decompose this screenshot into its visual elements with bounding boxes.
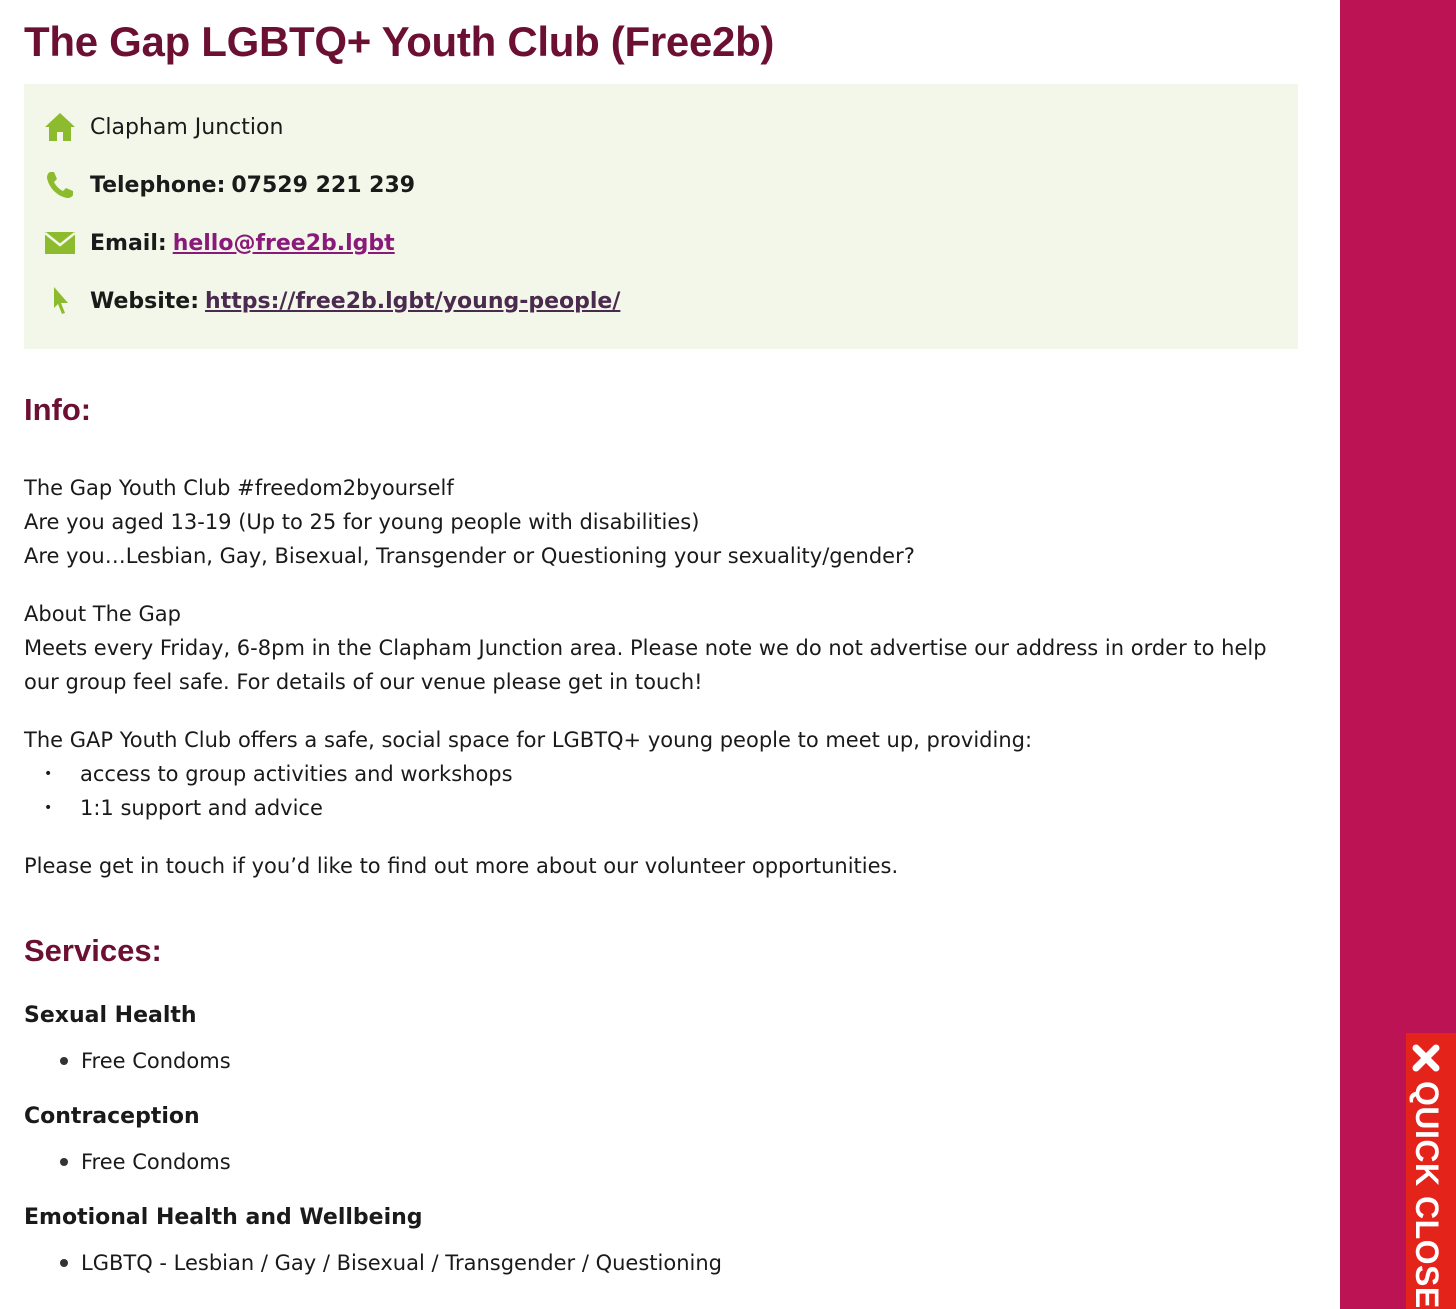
website-link[interactable]: https://free2b.lgbt/young-people/: [205, 288, 621, 314]
bullet: •: [44, 766, 53, 782]
offers-section: [24, 723, 1298, 825]
email-link[interactable]: hello@free2b.lgbt: [172, 230, 395, 256]
location-text: Clapham Junction: [90, 114, 284, 140]
bullet: [60, 1158, 68, 1166]
list-item-text: Free Condoms: [81, 1150, 231, 1174]
list-item: [60, 1044, 1298, 1078]
list-item: [44, 791, 1298, 825]
close-icon: [1412, 1043, 1442, 1073]
list-item: [60, 1246, 1298, 1280]
cursor-icon: [44, 285, 76, 317]
service-group-title: Contraception: [24, 1104, 200, 1129]
info-line: The Gap Youth Club #freedom2byourself: [24, 476, 454, 500]
location-row: [44, 98, 1278, 156]
about-heading: About The Gap: [24, 602, 181, 626]
list-item-text: 1:1 support and advice: [80, 796, 323, 820]
service-group-title: Emotional Health and Wellbeing: [24, 1205, 423, 1230]
offers-list: [24, 757, 1298, 825]
bullet: [60, 1057, 68, 1065]
home-icon: [44, 111, 76, 143]
list-item-text: Free Condoms: [81, 1049, 231, 1073]
list-item-text: access to group activities and workshops: [80, 762, 513, 786]
contact-box: [24, 84, 1298, 349]
volunteer-text: Please get in touch if you’d like to find out more about our volunteer opportunities.: [24, 854, 899, 878]
list-item: [60, 1145, 1298, 1179]
about-section: [24, 597, 1298, 699]
info-heading: Info:: [24, 392, 92, 427]
telephone-number[interactable]: 07529 221 239: [231, 172, 416, 198]
service-list: [24, 1044, 1298, 1078]
quick-close-button[interactable]: [1406, 1033, 1456, 1309]
info-line: Are you…Lesbian, Gay, Bisexual, Transgender or Questioning your sexuality/gender?: [24, 544, 915, 568]
email-row: [44, 214, 1278, 272]
email-label: Email:: [90, 230, 167, 256]
main-content: [24, 0, 1298, 1280]
telephone-row: [44, 156, 1278, 214]
info-intro: [24, 471, 1298, 573]
envelope-icon: [44, 227, 76, 259]
quick-close-label: QUICK CLOSE: [1409, 1081, 1445, 1309]
service-list: [24, 1246, 1298, 1280]
about-text: Meets every Friday, 6-8pm in the Clapham Junction area. Please note we do not advertise our address in order to help our group feel safe. For details of our venue please get in touch!: [24, 636, 1267, 694]
bullet: •: [44, 800, 53, 816]
bullet: [60, 1259, 68, 1267]
list-item: [44, 757, 1298, 791]
info-line: Are you aged 13-19 (Up to 25 for young people with disabilities): [24, 510, 700, 534]
website-label: Website:: [90, 288, 200, 314]
phone-icon: [44, 169, 76, 201]
website-row: [44, 272, 1278, 330]
list-item-text: LGBTQ - Lesbian / Gay / Bisexual / Transgender / Questioning: [81, 1251, 722, 1275]
telephone-label: Telephone:: [90, 172, 226, 198]
services-heading: Services:: [24, 933, 162, 968]
page-title: The Gap LGBTQ+ Youth Club (Free2b): [24, 18, 775, 65]
service-list: [24, 1145, 1298, 1179]
quick-close-inner: [1408, 1043, 1445, 1309]
offers-intro: The GAP Youth Club offers a safe, social space for LGBTQ+ young people to meet up, providing:: [24, 728, 1033, 752]
service-group-title: Sexual Health: [24, 1003, 197, 1028]
